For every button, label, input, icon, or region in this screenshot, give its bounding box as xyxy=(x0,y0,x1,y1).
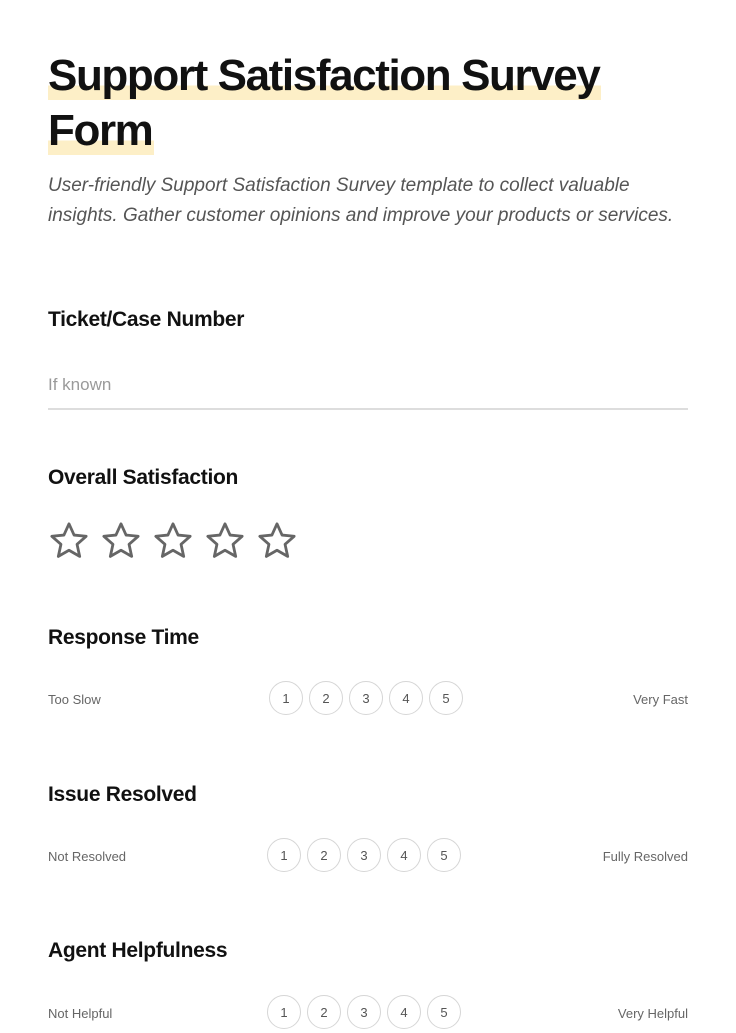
response-time-scale xyxy=(48,681,688,719)
agent-helpfulness-low-label: Not Helpful xyxy=(48,1006,113,1021)
response-time-label: Response Time xyxy=(48,626,199,649)
agent-helpfulness-option-2[interactable]: 2 xyxy=(307,995,341,1029)
issue-resolved-option-1[interactable]: 1 xyxy=(267,838,301,872)
issue-resolved-low-label: Not Resolved xyxy=(48,849,127,864)
star-5-icon[interactable] xyxy=(256,519,298,563)
agent-helpfulness-label: Agent Helpfulness xyxy=(48,939,228,962)
agent-helpfulness-option-1[interactable]: 1 xyxy=(267,995,301,1029)
response-time-high-label: Very Fast xyxy=(633,692,688,707)
response-time-options xyxy=(269,681,469,715)
response-time-option-1[interactable]: 1 xyxy=(269,681,303,715)
form-title-line-1: Support Satisfaction Survey xyxy=(48,51,600,100)
response-time-option-5[interactable]: 5 xyxy=(429,681,463,715)
ticket-number-label: Ticket/Case Number xyxy=(48,308,245,331)
issue-resolved-option-4[interactable]: 4 xyxy=(387,838,421,872)
form-title xyxy=(48,48,688,158)
agent-helpfulness-option-5[interactable]: 5 xyxy=(427,995,461,1029)
star-3-icon[interactable] xyxy=(152,519,194,563)
star-2-icon[interactable] xyxy=(100,519,142,563)
overall-satisfaction-rating xyxy=(48,519,308,565)
ticket-number-input[interactable] xyxy=(48,362,688,410)
form-description: User-friendly Support Satisfaction Survey template to collect valuable insights. Gather customer opinions and improve your products or services. xyxy=(48,175,674,226)
issue-resolved-option-5[interactable]: 5 xyxy=(427,838,461,872)
issue-resolved-label: Issue Resolved xyxy=(48,783,197,806)
response-time-low-label: Too Slow xyxy=(48,692,101,707)
form-title-line-2: Form xyxy=(48,106,153,155)
issue-resolved-options xyxy=(267,838,467,872)
response-time-option-2[interactable]: 2 xyxy=(309,681,343,715)
response-time-option-3[interactable]: 3 xyxy=(349,681,383,715)
agent-helpfulness-high-label: Very Helpful xyxy=(617,1006,688,1021)
star-1-icon[interactable] xyxy=(48,519,90,563)
agent-helpfulness-option-3[interactable]: 3 xyxy=(347,995,381,1029)
issue-resolved-high-label: Fully Resolved xyxy=(602,849,688,864)
star-4-icon[interactable] xyxy=(204,519,246,563)
issue-resolved-option-3[interactable]: 3 xyxy=(347,838,381,872)
agent-helpfulness-option-4[interactable]: 4 xyxy=(387,995,421,1029)
issue-resolved-scale xyxy=(48,838,688,876)
agent-helpfulness-scale xyxy=(48,995,688,1033)
issue-resolved-option-2[interactable]: 2 xyxy=(307,838,341,872)
response-time-option-4[interactable]: 4 xyxy=(389,681,423,715)
overall-satisfaction-label: Overall Satisfaction xyxy=(48,466,239,489)
